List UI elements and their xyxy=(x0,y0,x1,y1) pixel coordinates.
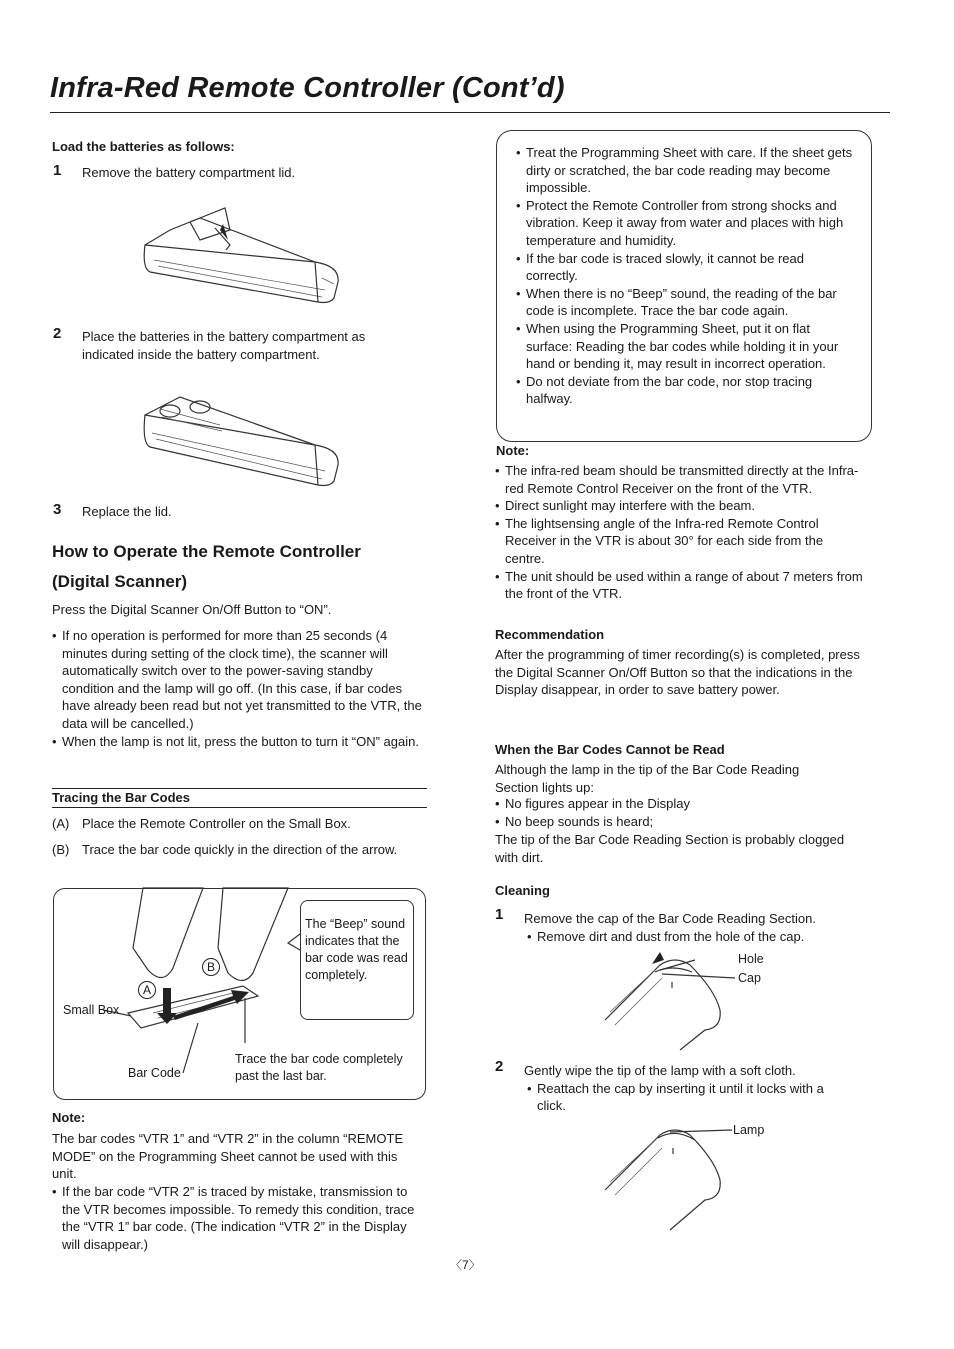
remote-lid-removed-illustration xyxy=(140,200,350,315)
right-note-bullets xyxy=(495,462,865,603)
tracing-step-text: Trace the bar code quickly in the direction of the arrow. xyxy=(82,841,398,857)
caution-bullet: • Protect the Remote Controller from strong shocks and vibration. Keep it away from water and places with high temperature and humidity. xyxy=(516,197,856,250)
tracing-step-a xyxy=(52,815,424,833)
operate-intro: Press the Digital Scanner On/Off Button to “ON”. xyxy=(52,602,332,617)
lamp-illustration xyxy=(600,1120,740,1235)
left-note-text: The bar codes “VTR 1” and “VTR 2” in the column “REMOTE MODE” on the Programming Sheet cannot be used with this unit. xyxy=(52,1131,404,1182)
left-note-bullets xyxy=(52,1183,424,1253)
page-title: Infra-Red Remote Controller (Cont’d) xyxy=(50,72,565,104)
title-rule xyxy=(50,112,890,113)
tracing-step-label: (B) xyxy=(52,841,70,857)
remote-batteries-illustration xyxy=(140,385,350,495)
tracing-steps xyxy=(52,815,424,858)
cleaning-step-1-text: Remove the cap of the Bar Code Reading Section. xyxy=(524,911,816,926)
caution-bullets xyxy=(516,144,856,408)
cleaning-step-2-number: 2 xyxy=(495,1058,504,1075)
tracing-heading: Tracing the Bar Codes xyxy=(52,790,190,805)
cap-label: Cap xyxy=(738,971,761,985)
cleaning-step-2-bullet: • Reattach the cap by inserting it until it locks with a click. xyxy=(527,1080,854,1115)
step-3-text: Replace the lid. xyxy=(82,504,172,519)
cleaning-step-1 xyxy=(524,910,864,945)
recommendation-text: After the programming of timer recording(s) is completed, press the Digital Scanner On/Off Button so that the indications in the Display disappear, in order to save battery power. xyxy=(495,647,860,698)
operate-heading xyxy=(52,537,361,597)
hole-label: Hole xyxy=(738,952,764,966)
right-note-bullet: • Direct sunlight may interfere with the beam. xyxy=(495,497,865,515)
cannot-read-bullets xyxy=(495,795,845,830)
caution-bullet: • When using the Programming Sheet, put it on flat surface: Reading the bar codes while holding it in your hand or bending it, may result in incorrect operation. xyxy=(516,320,856,373)
right-note-bullet: • The lightsensing angle of the Infra-red Remote Control Receiver in the VTR is about 30° for each side from the centre. xyxy=(495,515,865,568)
cannot-read-bullet: • No beep sounds is heard; xyxy=(495,813,845,831)
cannot-read-heading: When the Bar Codes Cannot be Read xyxy=(495,742,725,757)
step-3-number: 3 xyxy=(53,501,62,518)
small-box-label: Small Box xyxy=(63,1003,120,1017)
operate-heading-line-2: (Digital Scanner) xyxy=(52,572,188,591)
marker-b-badge: B xyxy=(202,958,220,976)
beep-text: The “Beep” sound indicates that the bar code was read completely. xyxy=(305,917,408,982)
caution-bullet: • When there is no “Beep” sound, the reading of the bar code is incomplete. Trace the bar code again. xyxy=(516,285,856,320)
lamp-label: Lamp xyxy=(733,1123,765,1137)
bar-code-label: Bar Code xyxy=(128,1066,181,1080)
step-1-text: Remove the battery compartment lid. xyxy=(82,165,296,180)
cannot-read-text-2: The tip of the Bar Code Reading Section is probably clogged with dirt. xyxy=(495,832,845,865)
caution-bullet: • Do not deviate from the bar code, nor stop tracing halfway. xyxy=(516,373,856,408)
cleaning-step-1-number: 1 xyxy=(495,906,504,923)
operate-bullets xyxy=(52,627,424,750)
section-rule-bottom xyxy=(52,807,427,808)
page-number: 〈7〉 xyxy=(450,1258,481,1272)
cleaning-step-2 xyxy=(524,1062,854,1115)
marker-a-badge: A xyxy=(138,981,156,999)
trace-text: Trace the bar code completely past the last bar. xyxy=(235,1052,403,1083)
cap-illustration xyxy=(600,950,740,1060)
right-note-heading: Note: xyxy=(496,443,530,458)
step-2-text: Place the batteries in the battery compartment as indicated inside the battery compartment. xyxy=(82,329,366,362)
operate-heading-line-1: How to Operate the Remote Controller xyxy=(52,542,361,561)
operate-bullet: • If no operation is performed for more than 25 seconds (4 minutes during setting of the clock time), the scanner will automatically switch over to the power-saving standby condition and the lamp will go off. (In this case, if bar codes have already been read but not yet transmitted to the VTR, the data will be cancelled.) xyxy=(52,627,424,733)
left-note-bullet: • If the bar code “VTR 2” is traced by mistake, transmission to the VTR becomes impossible. To remedy this condition, trace the “VTR 1” bar code. (The indication “VTR 2” in the Display will disappear.) xyxy=(52,1183,424,1253)
left-note-heading: Note: xyxy=(52,1110,86,1125)
cannot-read-bullet: • No figures appear in the Display xyxy=(495,795,845,813)
cannot-read-text: Although the lamp in the tip of the Bar Code Reading Section lights up: xyxy=(495,762,800,795)
cleaning-heading: Cleaning xyxy=(495,883,550,898)
tracing-step-label: (A) xyxy=(52,816,70,831)
operate-bullet: • When the lamp is not lit, press the button to turn it “ON” again. xyxy=(52,733,424,751)
right-note-bullet: • The infra-red beam should be transmitted directly at the Infra-red Remote Control Receiver on the front of the VTR. xyxy=(495,462,865,497)
tracing-step-text: Place the Remote Controller on the Small Box. xyxy=(82,816,351,831)
caution-bullet: • Treat the Programming Sheet with care. If the sheet gets dirty or scratched, the bar code reading may become impossible. xyxy=(516,144,856,197)
load-batteries-heading: Load the batteries as follows: xyxy=(52,139,235,154)
cleaning-step-2-text: Gently wipe the tip of the lamp with a soft cloth. xyxy=(524,1063,796,1078)
cleaning-step-1-bullet: • Remove dirt and dust from the hole of the cap. xyxy=(527,928,864,946)
recommendation-heading: Recommendation xyxy=(495,627,605,642)
caution-bullet: • If the bar code is traced slowly, it cannot be read correctly. xyxy=(516,250,856,285)
right-note-bullet: • The unit should be used within a range of about 7 meters from the front of the VTR. xyxy=(495,568,865,603)
tracing-step-b xyxy=(52,841,424,859)
step-2-number: 2 xyxy=(53,325,62,342)
step-1-number: 1 xyxy=(53,162,62,179)
section-rule-top xyxy=(52,788,427,789)
